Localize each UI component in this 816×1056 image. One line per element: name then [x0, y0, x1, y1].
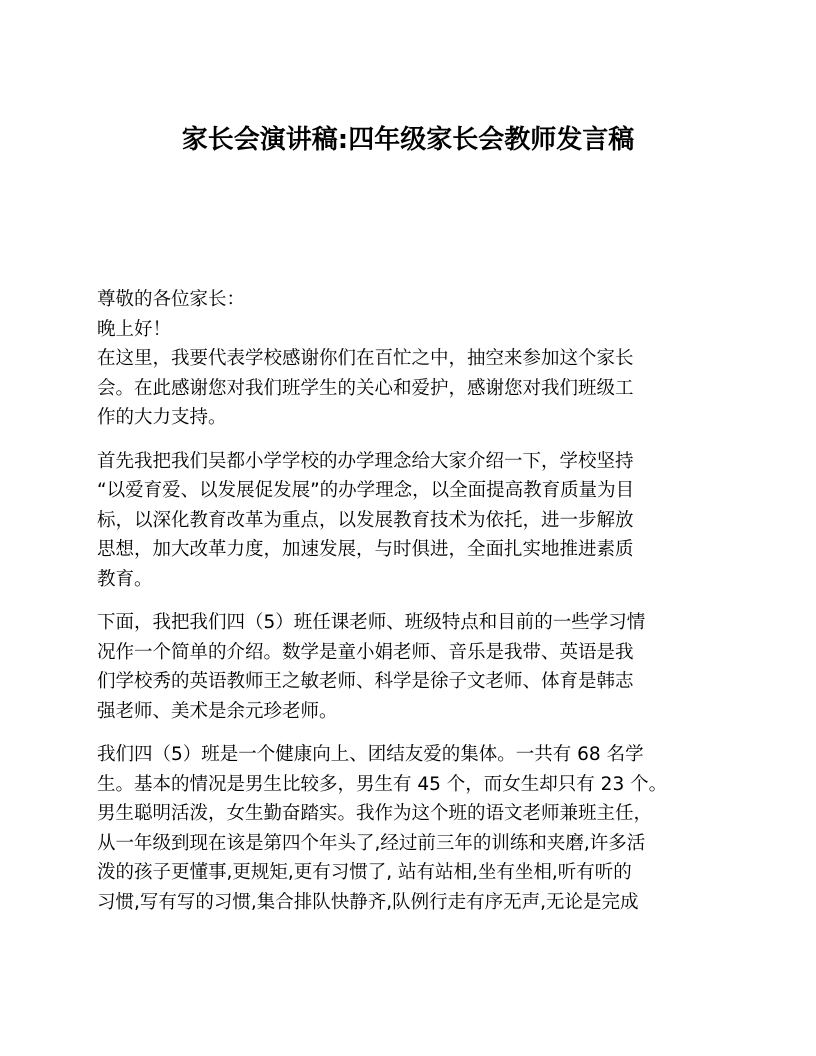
document-body: [97, 285, 727, 931]
paragraph-line: 作的大力支持。: [97, 407, 227, 428]
paragraph-class-overview: [97, 740, 727, 917]
greeting: 晚上好！: [97, 318, 172, 340]
paragraph-line: 标，以深化教育改革为重点，以发展教育技术为依托，进一步解放: [97, 509, 634, 531]
paragraph-line: 习惯,写有写的习惯,集合排队快静齐,队例行走有序无声,无论是完成: [97, 891, 639, 913]
paragraph-teachers: [97, 608, 727, 726]
paragraph-line: 们学校秀的英语教师王之敏老师、科学是徐子文老师、体育是韩志: [97, 671, 634, 692]
paragraph-line: 首先我把我们吴都小学学校的办学理念给大家介绍一下，学校坚持: [97, 450, 634, 472]
paragraph-line: “以爱育爱、以发展促发展”的办学理念，以全面提高教育质量为目: [97, 480, 635, 501]
paragraph-line: 泼的孩子更懂事,更规矩,更有习惯了, 站有站相,坐有坐相,听有听的: [97, 862, 632, 883]
paragraph-line: 从一年级到现在该是第四个年头了,经过前三年的训练和夹磨,许多活: [97, 832, 646, 854]
paragraph-line: 在这里，我要代表学校感谢你们在百忙之中，抽空来参加这个家长: [97, 348, 634, 369]
paragraph-thanks: [97, 344, 727, 433]
paragraph-line: 下面，我把我们四（5）班任课老师、班级特点和目前的一些学习情: [97, 612, 646, 633]
salutation: 尊敬的各位家长：: [97, 289, 246, 310]
paragraph-line: 思想，加大改革力度，加速发展，与时俱进，全面扎实地推进素质: [97, 539, 634, 560]
paragraph-school-philosophy: [97, 447, 727, 595]
paragraph-line: 会。在此感谢您对我们班学生的关心和爱护，感谢您对我们班级工: [97, 377, 634, 399]
paragraph-line: 教育。: [97, 568, 153, 590]
paragraph-line: 我们四（5）班是一个健康向上、团结友爱的集体。一共有 68 名学: [97, 744, 644, 765]
paragraph-line: 生。基本的情况是男生比较多，男生有 45 个，而女生却只有 23 个。: [97, 773, 668, 795]
document-title: 家长会演讲稿:四年级家长会教师发言稿: [181, 125, 635, 155]
paragraph-line: 强老师、美术是余元珍老师。: [97, 700, 338, 722]
paragraph-line: 况作一个简单的介绍。数学是童小娟老师、音乐是我带、英语是我: [97, 641, 634, 663]
paragraph-line: 男生聪明活泼，女生勤奋踏实。我作为这个班的语文老师兼班主任，: [97, 803, 653, 824]
